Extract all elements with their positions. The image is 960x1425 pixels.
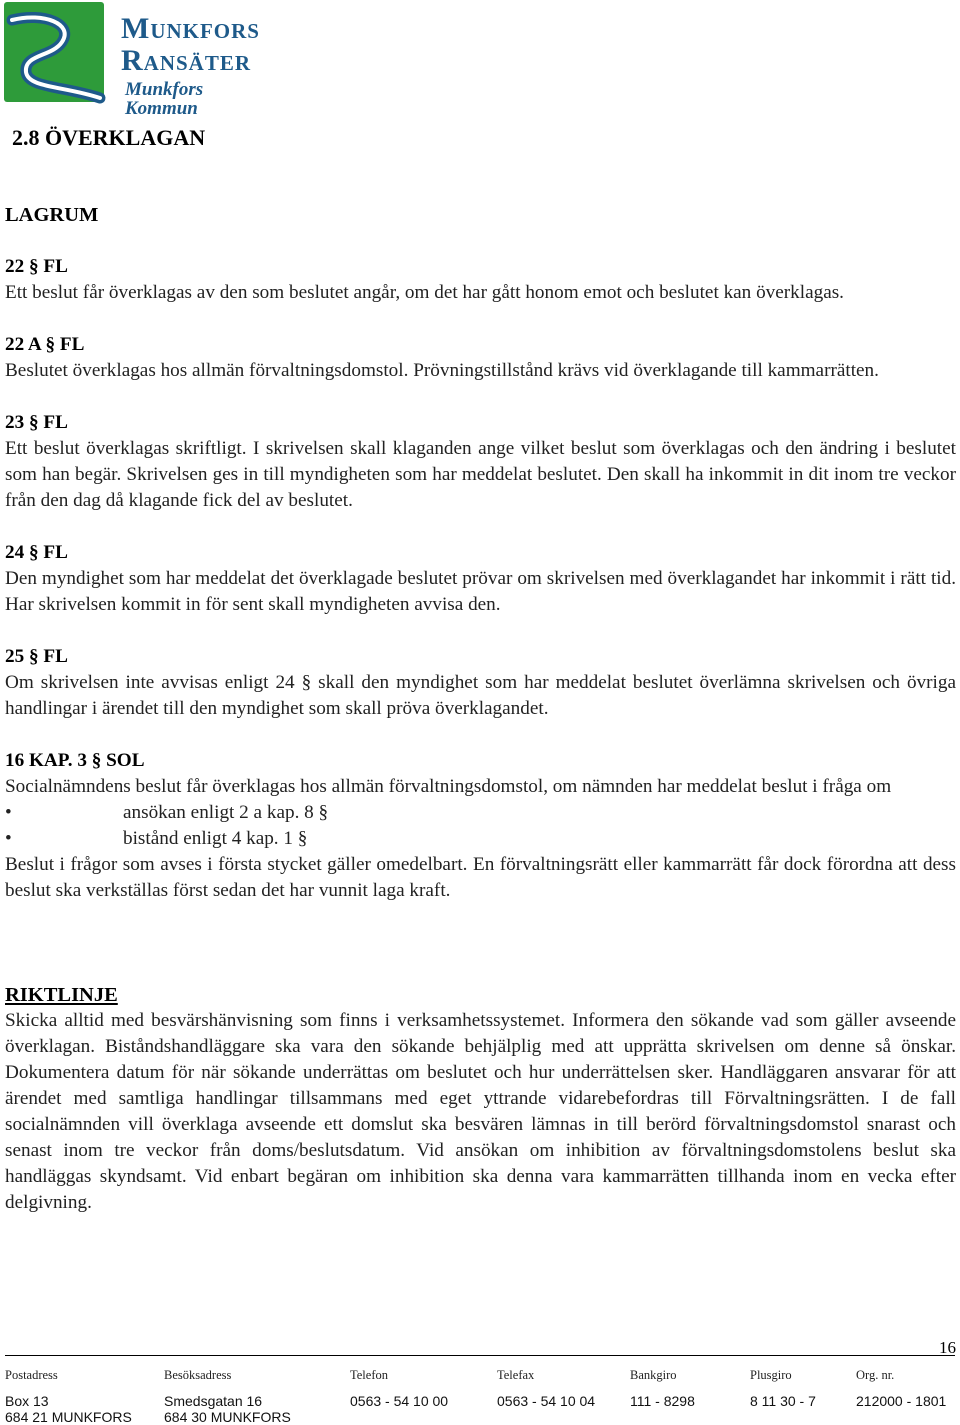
logo-line-1: Munkfors — [121, 12, 260, 45]
block-heading: 22 § FL — [5, 256, 68, 277]
footer-label-orgnr: Org. nr. — [856, 1368, 895, 1382]
footer-telefon: 0563 - 54 10 00 — [350, 1393, 449, 1409]
block-heading: 25 § FL — [5, 646, 68, 667]
river-emblem-icon — [4, 2, 116, 108]
document-body — [5, 200, 956, 1216]
logo-line-2: Ransäter — [121, 44, 252, 77]
block-heading: 22 A § FL — [5, 334, 85, 355]
block-text: Om skrivelsen inte avvisas enligt 24 § skall den myndighet som har meddelat beslutet överlämna skrivelsen och övriga handlingar i ärendet till den myndighet som skall pröva överklagandet. — [5, 672, 956, 719]
footer-bankgiro: 111 - 8298 — [630, 1393, 695, 1409]
footer-label-plusgiro: Plusgiro — [750, 1368, 792, 1382]
municipality-logo — [4, 2, 274, 119]
footer-label-besoksadress: Besöksadress — [164, 1368, 232, 1382]
footer-postadress — [5, 1393, 132, 1425]
block-text: Ett beslut överklagas skriftligt. I skrivelsen skall klaganden ange vilket beslut som överklagas och den ändring i beslutet som han begär. Skrivelsen ges in till myndigheten som har meddelat beslutet. Den skall ha inkommit in dit inom tre veckor från den dag då klagande fick del av beslutet. — [5, 438, 956, 511]
footer-postadress-line1: Box 13 — [5, 1393, 49, 1409]
logo-line-3: Munkfors Kommun — [125, 79, 204, 119]
footer-telefax: 0563 - 54 10 04 — [497, 1393, 596, 1409]
block-text: Beslutet överklagas hos allmän förvaltningsdomstol. Prövningstillstånd krävs vid överklagande till kammarrätten. — [5, 360, 879, 381]
bullet-icon: • — [5, 802, 12, 823]
footer-label-telefax: Telefax — [497, 1368, 535, 1382]
footer-besoksadress-line2: 684 30 MUNKFORS — [164, 1409, 291, 1425]
footer-divider — [5, 1355, 955, 1356]
footer-besoksadress — [164, 1393, 291, 1425]
section-title: 2.8 ÖVERKLAGAN — [12, 125, 206, 150]
list-item — [5, 826, 956, 852]
list-item-text: bistånd enligt 4 kap. 1 § — [123, 828, 308, 849]
block-heading: 24 § FL — [5, 542, 68, 563]
riktlinje-heading: RIKTLINJE — [5, 984, 118, 1006]
riktlinje-text: Skicka alltid med besvärshänvisning som finns i verksamhetssystemet. Informera den sökande vad som gäller avseende överklagan. Biståndshandläggare ska vara den sökande behjälplig med att upprätta skrivelsen om denne så önskar. Dokumentera datum för när sökande underrättas om beslutet och hur underrättelsen sker. Handläggaren ansvarar för att ärendet med samtliga handlingar tillsammans med eget yttrande vidarebefordras till Förvaltningsrätten. I de fall socialnämnden vill överklaga avseende ett domslut ska besvären lämnas in till berörd förvaltningsdomstol snarast och senast inom tre veckor från doms/beslutsdatum. Vid ansökan om inhibition av förvaltningsdomstolens beslut ska handläggas skyndsamt. Vid enbart begäran om inhibition ska denna vara kammarrätten tillhanda inom en vecka efter delgivning. — [5, 1010, 956, 1213]
list-item-text: ansökan enligt 2 a kap. 8 § — [123, 802, 329, 823]
footer-besoksadress-line1: Smedsgatan 16 — [164, 1393, 263, 1409]
footer-label-postadress: Postadress — [5, 1368, 58, 1382]
footer-label-telefon: Telefon — [350, 1368, 388, 1382]
sol-outro: Beslut i frågor som avses i första stycket gäller omedelbart. En förvaltningsrätt eller kammarrätt får dock förordna att dess beslut ska verkställas först sedan det har vunnit laga kraft. — [5, 854, 956, 901]
sol-heading: 16 KAP. 3 § SOL — [5, 750, 145, 771]
footer-postadress-line2: 684 21 MUNKFORS — [5, 1409, 132, 1425]
bullet-icon: • — [5, 828, 12, 849]
sol-intro: Socialnämndens beslut får överklagas hos allmän förvaltningsdomstol, om nämnden har meddelat beslut i fråga om — [5, 776, 892, 797]
list-item — [5, 800, 956, 826]
block-heading: 23 § FL — [5, 412, 68, 433]
footer-plusgiro: 8 11 30 - 7 — [750, 1393, 816, 1409]
block-text: Ett beslut får överklagas av den som beslutet angår, om det har gått honom emot och beslutet kan överklagas. — [5, 282, 844, 303]
lagrum-heading: LAGRUM — [5, 204, 99, 226]
block-text: Den myndighet som har meddelat det överklagade beslutet prövar om skrivelsen med överklagandet har inkommit i rätt tid. Har skrivelsen kommit in för sent skall myndigheten avvisa den. — [5, 568, 956, 615]
footer-orgnr: 212000 - 1801 — [856, 1393, 947, 1409]
page-number: 16 — [939, 1338, 956, 1357]
footer-label-bankgiro: Bankgiro — [630, 1368, 677, 1382]
